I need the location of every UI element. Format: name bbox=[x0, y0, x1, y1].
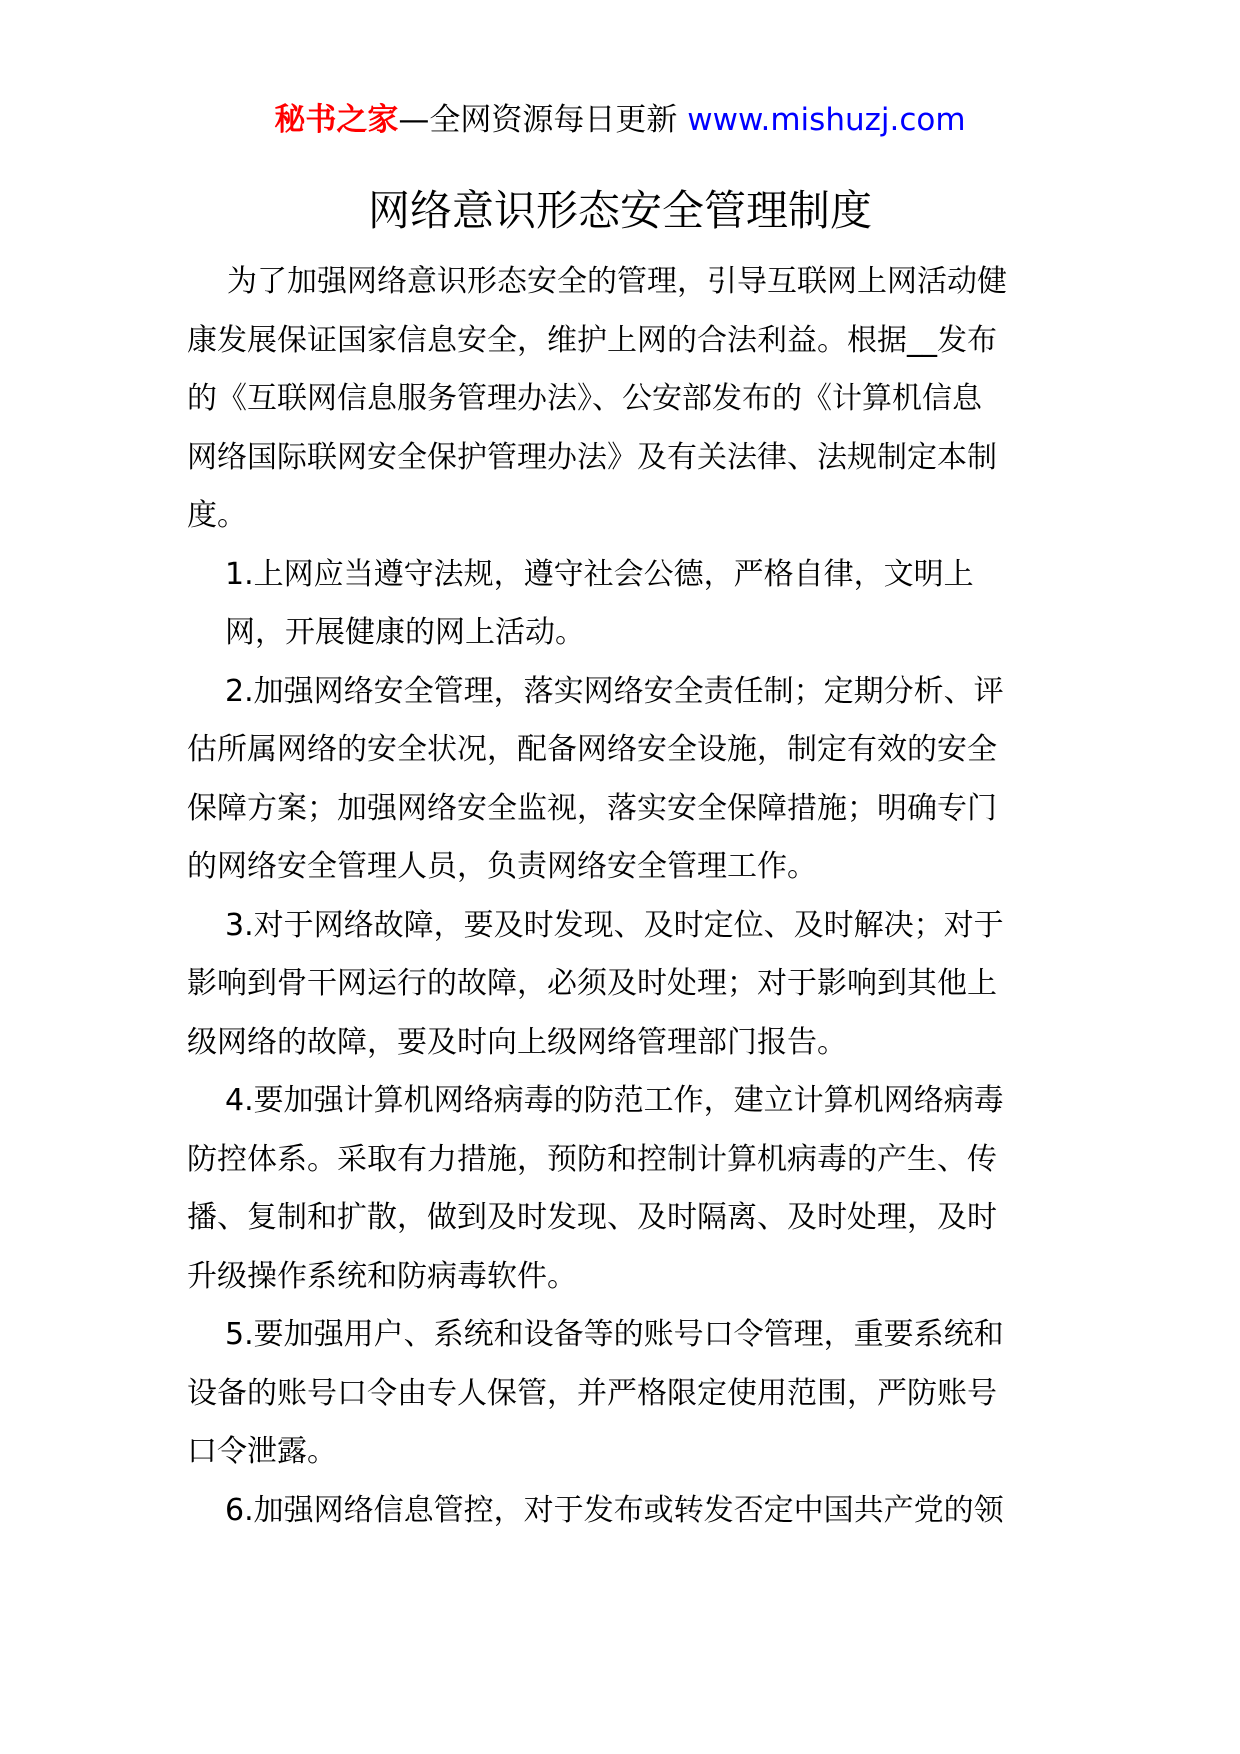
site-brand: 秘书之家 bbox=[274, 102, 399, 138]
text-line: 升级操作系统和防病毒软件。 bbox=[187, 1258, 577, 1294]
text-line: 4.要加强计算机网络病毒的防范工作，建立计算机网络病毒 bbox=[225, 1083, 1004, 1118]
text-line: 3.对于网络故障，要及时发现、及时定位、及时解决；对于 bbox=[225, 907, 1004, 943]
site-slogan: —全网资源每日更新 bbox=[398, 102, 678, 138]
text-line: 级网络的故障，要及时向上级网络管理部门报告。 bbox=[187, 1024, 847, 1060]
text-line: 播、复制和扩散，做到及时发现、及时隔离、及时处理，及时 bbox=[187, 1200, 997, 1235]
text-line: 的《互联网信息服务管理办法》、公安部发布的《计算机信息 bbox=[187, 381, 982, 416]
text-line: 网，开展健康的网上活动。 bbox=[225, 615, 585, 650]
text-line: 度。 bbox=[187, 498, 247, 533]
text-line: 5.要加强用户、系统和设备等的账号口令管理，重要系统和 bbox=[225, 1317, 1004, 1352]
text-line: 1.上网应当遵守法规，遵守社会公德，严格自律，文明上 bbox=[225, 556, 974, 592]
text-line: 网络国际联网安全保护管理办法》及有关法律、法规制定本制 bbox=[187, 439, 997, 475]
text-line: 设备的账号口令由专人保管，并严格限定使用范围，严防账号 bbox=[187, 1375, 997, 1411]
text-line: 的网络安全管理人员，负责网络安全管理工作。 bbox=[187, 849, 817, 884]
text-line: 6.加强网络信息管控，对于发布或转发否定中国共产党的领 bbox=[225, 1492, 1004, 1528]
text-line: 影响到骨干网运行的故障，必须及时处理；对于影响到其他上 bbox=[187, 966, 997, 1001]
site-url-link[interactable]: www.mishuzj.com bbox=[687, 102, 966, 138]
text-line: 防控体系。采取有力措施，预防和控制计算机病毒的产生、传 bbox=[187, 1141, 997, 1177]
text-line: 康发展保证国家信息安全，维护上网的合法利益。根据__发布 bbox=[187, 322, 997, 358]
text-line: 2.加强网络安全管理，落实网络安全责任制；定期分析、评 bbox=[225, 673, 1004, 709]
text-line: 为了加强网络意识形态安全的管理，引导互联网上网活动健 bbox=[227, 264, 1007, 299]
site-header bbox=[0, 98, 1240, 142]
text-line: 保障方案；加强网络安全监视，落实安全保障措施；明确专门 bbox=[187, 790, 997, 826]
text-line: 估所属网络的安全状况，配备网络安全设施，制定有效的安全 bbox=[187, 732, 997, 767]
document-body bbox=[187, 253, 1057, 1540]
document-title: 网络意识形态安全管理制度 bbox=[367, 186, 872, 235]
text-line: 口令泄露。 bbox=[187, 1434, 337, 1469]
